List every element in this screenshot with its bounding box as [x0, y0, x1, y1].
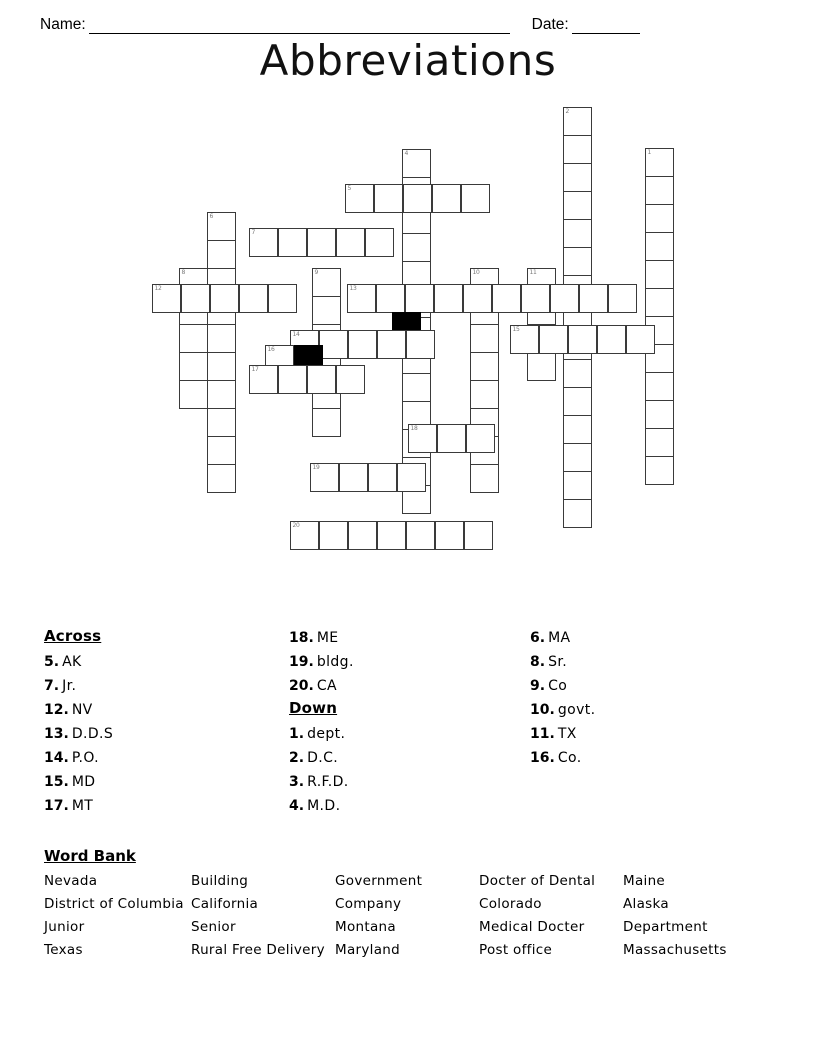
grid-cell[interactable]	[403, 184, 432, 213]
grid-cell[interactable]	[365, 228, 394, 257]
grid-cell[interactable]	[336, 365, 365, 394]
clue-text: govt.	[557, 702, 596, 718]
clue-text: dept.	[307, 726, 346, 742]
word-bank-item: Medical Docter	[479, 919, 585, 935]
word-bank-item: Alaska	[623, 896, 669, 912]
clue-number: 12.	[44, 702, 69, 718]
clue-text: Sr.	[548, 654, 568, 670]
grid-cell-number: 12	[154, 285, 162, 292]
clue-item	[44, 770, 274, 794]
grid-cell[interactable]	[179, 352, 208, 381]
word-bank-item: Post office	[479, 942, 553, 958]
grid-cell-number: 20	[292, 522, 300, 529]
grid-cell-number: 11	[529, 269, 537, 276]
grid-cell[interactable]	[645, 148, 674, 177]
clue-item	[44, 794, 274, 818]
grid-cell-number: 1	[647, 149, 652, 156]
grid-cell-number: 13	[349, 285, 357, 292]
grid-cell[interactable]	[307, 365, 336, 394]
grid-cell-number: 2	[565, 108, 570, 115]
clue-number: 4.	[289, 798, 305, 814]
grid-cell[interactable]	[310, 463, 339, 492]
grid-cell[interactable]	[207, 240, 236, 269]
grid-cell[interactable]	[406, 330, 435, 359]
clue-number: 16.	[530, 750, 555, 766]
clue-number: 2.	[289, 750, 305, 766]
clue-column-3	[530, 626, 760, 770]
clue-item	[530, 746, 760, 770]
clues-section	[0, 626, 816, 826]
grid-cell[interactable]	[249, 228, 278, 257]
word-bank-item: Maine	[623, 873, 666, 889]
grid-cell[interactable]	[563, 107, 592, 136]
grid-cell[interactable]	[307, 228, 336, 257]
down-heading: Down	[289, 699, 338, 717]
clue-number: 9.	[530, 678, 546, 694]
clue-text: bldg.	[316, 654, 354, 670]
word-bank-item: District of Columbia	[44, 896, 184, 912]
grid-cell[interactable]	[207, 464, 236, 493]
clue-item	[530, 626, 760, 650]
grid-cell-number: 18	[410, 425, 418, 432]
clue-item	[289, 770, 519, 794]
grid-cell[interactable]	[339, 463, 368, 492]
clue-item	[530, 698, 760, 722]
name-label: Name:	[40, 16, 86, 33]
grid-cell[interactable]	[645, 204, 674, 233]
grid-cell-number: 9	[314, 269, 319, 276]
grid-cell[interactable]	[210, 284, 239, 313]
page-title: Abbreviations	[259, 36, 557, 85]
word-bank-heading: Word Bank	[44, 847, 136, 865]
clue-number: 6.	[530, 630, 546, 646]
grid-cell[interactable]	[626, 325, 655, 354]
grid-cell[interactable]	[434, 284, 463, 313]
clue-number: 13.	[44, 726, 69, 742]
grid-cell[interactable]	[405, 284, 434, 313]
grid-cell[interactable]	[645, 176, 674, 205]
grid-cell[interactable]	[377, 521, 406, 550]
grid-cell[interactable]	[463, 284, 492, 313]
grid-cell[interactable]	[402, 373, 431, 402]
clue-item	[289, 650, 519, 674]
grid-cell[interactable]	[563, 443, 592, 472]
grid-cell[interactable]	[312, 268, 341, 297]
grid-cell[interactable]	[645, 232, 674, 261]
clue-text: R.F.D.	[307, 774, 349, 790]
grid-cell[interactable]	[319, 521, 348, 550]
grid-cell[interactable]	[510, 325, 539, 354]
grid-cell-number: 4	[404, 150, 409, 157]
grid-cell[interactable]	[563, 415, 592, 444]
grid-cell[interactable]	[207, 352, 236, 381]
grid-cell[interactable]	[645, 456, 674, 485]
grid-cell[interactable]	[181, 284, 210, 313]
clue-text: D.C.	[307, 750, 339, 766]
grid-cell-number: 14	[292, 331, 300, 338]
grid-cell-number: 17	[251, 366, 259, 373]
grid-cell[interactable]	[376, 284, 405, 313]
grid-cell[interactable]	[645, 428, 674, 457]
clue-item	[44, 746, 274, 770]
grid-cell[interactable]	[437, 424, 466, 453]
grid-cell[interactable]	[563, 499, 592, 528]
grid-cell[interactable]	[597, 325, 626, 354]
grid-cell[interactable]	[608, 284, 637, 313]
grid-cell[interactable]	[207, 380, 236, 409]
clue-text: Co	[548, 678, 568, 694]
clue-item	[289, 674, 519, 698]
across-clue-list-part1	[44, 650, 274, 818]
clue-item	[44, 650, 274, 674]
clue-item	[530, 722, 760, 746]
grid-cell[interactable]	[278, 228, 307, 257]
grid-cell[interactable]	[527, 352, 556, 381]
clue-text: MD	[71, 774, 96, 790]
clue-column-1	[44, 626, 274, 818]
clue-item	[289, 722, 519, 746]
grid-cell[interactable]	[563, 191, 592, 220]
grid-cell[interactable]	[470, 464, 499, 493]
grid-cell[interactable]	[278, 365, 307, 394]
word-bank-item: Colorado	[479, 896, 542, 912]
across-clue-list-part2	[289, 626, 519, 698]
grid-cell[interactable]	[290, 521, 319, 550]
clue-number: 18.	[289, 630, 314, 646]
clue-number: 3.	[289, 774, 305, 790]
grid-cell[interactable]	[645, 288, 674, 317]
grid-cell[interactable]	[336, 228, 365, 257]
grid-cell[interactable]	[408, 424, 437, 453]
grid-cell[interactable]	[645, 372, 674, 401]
grid-cell[interactable]	[207, 436, 236, 465]
clue-text: D.D.S	[71, 726, 114, 742]
clue-text: NV	[71, 702, 93, 718]
grid-cell[interactable]	[432, 184, 461, 213]
grid-cell[interactable]	[179, 380, 208, 409]
word-bank-item: Nevada	[44, 873, 98, 889]
clue-text: P.O.	[71, 750, 100, 766]
clue-number: 19.	[289, 654, 314, 670]
grid-cell-number: 7	[251, 229, 256, 236]
word-bank-item: Senior	[191, 919, 236, 935]
clue-text: ME	[316, 630, 339, 646]
clue-number: 10.	[530, 702, 555, 718]
grid-cell-number: 6	[209, 213, 214, 220]
grid-cell[interactable]	[568, 325, 597, 354]
clue-text: TX	[557, 726, 577, 742]
grid-cell-number: 10	[472, 269, 480, 276]
grid-cell[interactable]	[239, 284, 268, 313]
word-bank-item: Maryland	[335, 942, 401, 958]
grid-cell[interactable]	[368, 463, 397, 492]
grid-cell[interactable]	[470, 352, 499, 381]
grid-cell[interactable]	[207, 408, 236, 437]
down-clue-list-part1	[289, 722, 519, 818]
grid-cell[interactable]	[397, 463, 426, 492]
clue-item	[289, 794, 519, 818]
grid-cell[interactable]	[563, 471, 592, 500]
grid-cell[interactable]	[466, 424, 495, 453]
grid-cell[interactable]	[152, 284, 181, 313]
clue-number: 17.	[44, 798, 69, 814]
clue-column-2	[289, 626, 519, 818]
word-bank-item: Department	[623, 919, 708, 935]
word-bank-item: Junior	[44, 919, 85, 935]
grid-cell[interactable]	[312, 296, 341, 325]
grid-cell[interactable]	[348, 521, 377, 550]
grid-cell[interactable]	[312, 408, 341, 437]
grid-cell-number: 19	[312, 464, 320, 471]
grid-cell[interactable]	[579, 284, 608, 313]
grid-cell-number: 8	[181, 269, 186, 276]
grid-cell[interactable]	[207, 212, 236, 241]
grid-cell[interactable]	[345, 184, 374, 213]
clue-text: CA	[316, 678, 337, 694]
grid-cell[interactable]	[402, 149, 431, 178]
grid-cell[interactable]	[645, 260, 674, 289]
clue-text: Co.	[557, 750, 582, 766]
clue-item	[44, 674, 274, 698]
clue-number: 14.	[44, 750, 69, 766]
grid-cell[interactable]	[563, 387, 592, 416]
grid-cell[interactable]	[492, 284, 521, 313]
grid-cell[interactable]	[207, 324, 236, 353]
grid-cell[interactable]	[539, 325, 568, 354]
word-bank-item: Massachusetts	[623, 942, 727, 958]
word-bank-item: Government	[335, 873, 423, 889]
word-bank-item: Rural Free Delivery	[191, 942, 325, 958]
clue-text: Jr.	[62, 678, 77, 694]
clue-number: 8.	[530, 654, 546, 670]
grid-cell[interactable]	[347, 284, 376, 313]
grid-cell[interactable]	[268, 284, 297, 313]
clue-item	[289, 626, 519, 650]
word-bank-item: California	[191, 896, 259, 912]
grid-cell[interactable]	[249, 365, 278, 394]
word-bank-list	[44, 870, 774, 962]
grid-cell[interactable]	[563, 135, 592, 164]
grid-cell[interactable]	[645, 400, 674, 429]
clue-number: 11.	[530, 726, 555, 742]
across-heading: Across	[44, 627, 102, 645]
word-bank-item: Texas	[44, 942, 83, 958]
clue-text: MT	[71, 798, 94, 814]
grid-cell-number: 5	[347, 185, 352, 192]
clue-text: M.D.	[307, 798, 341, 814]
clue-number: 7.	[44, 678, 60, 694]
clue-item	[530, 674, 760, 698]
grid-cell[interactable]	[461, 184, 490, 213]
word-bank-item: Building	[191, 873, 249, 889]
word-bank-item: Montana	[335, 919, 396, 935]
grid-cell[interactable]	[374, 184, 403, 213]
grid-cell[interactable]	[550, 284, 579, 313]
clue-number: 5.	[44, 654, 60, 670]
grid-cell[interactable]	[402, 233, 431, 262]
grid-cell-number: 15	[512, 326, 520, 333]
down-clue-list-part2	[530, 626, 760, 770]
clue-text: MA	[548, 630, 571, 646]
clue-item	[44, 698, 274, 722]
grid-cell-number: 16	[267, 346, 275, 353]
clue-number: 1.	[289, 726, 305, 742]
grid-cell[interactable]	[563, 247, 592, 276]
grid-cell[interactable]	[563, 163, 592, 192]
grid-cell[interactable]	[435, 521, 464, 550]
clue-item	[289, 746, 519, 770]
clue-number: 15.	[44, 774, 69, 790]
word-bank-item: Docter of Dental	[479, 873, 596, 889]
clue-text: AK	[62, 654, 82, 670]
grid-cell[interactable]	[563, 359, 592, 388]
word-bank-section	[44, 845, 774, 962]
grid-cell[interactable]	[470, 324, 499, 353]
grid-cell[interactable]	[521, 284, 550, 313]
clue-number: 20.	[289, 678, 314, 694]
grid-cell[interactable]	[563, 219, 592, 248]
word-bank-item: Company	[335, 896, 402, 912]
grid-cell[interactable]	[319, 330, 348, 359]
grid-cell[interactable]	[470, 380, 499, 409]
grid-cell[interactable]	[406, 521, 435, 550]
grid-cell[interactable]	[179, 324, 208, 353]
clue-item	[530, 650, 760, 674]
date-label: Date:	[531, 16, 569, 33]
grid-cell[interactable]	[377, 330, 406, 359]
clue-item	[44, 722, 274, 746]
grid-cell[interactable]	[348, 330, 377, 359]
grid-cell[interactable]	[464, 521, 493, 550]
